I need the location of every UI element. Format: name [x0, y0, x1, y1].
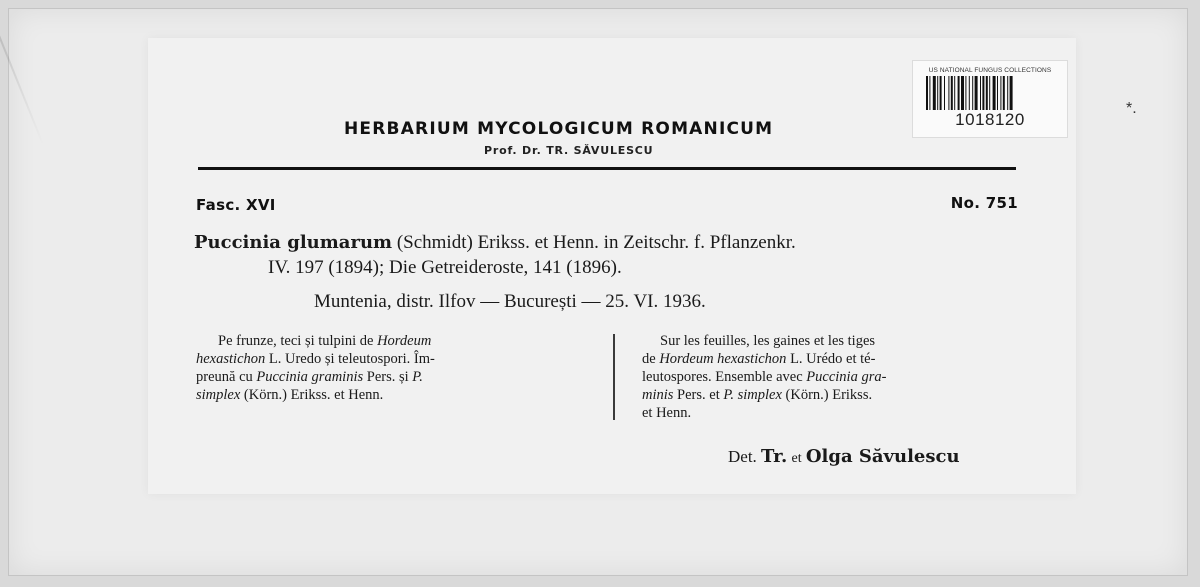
fr-text: (Körn.) Erikss.: [781, 387, 873, 403]
species-citation: [194, 230, 1024, 280]
ro-text: preună cu: [196, 369, 257, 385]
species-reference: IV. 197 (1894); Die Getreideroste, 141 (1896).: [268, 257, 622, 278]
barcode-collection-title: US NATIONAL FUNGUS COLLECTIONS: [928, 67, 1052, 74]
ro-text: (Körn.) Erikss. et Henn.: [240, 387, 384, 403]
fr-text: leutospores. Ensemble avec: [642, 369, 807, 385]
fr-italic: Hordeum hexastichon: [659, 351, 787, 367]
herbarium-subtitle: Prof. Dr. TR. SĂVULESCU: [484, 144, 654, 157]
herbarium-title: HERBARIUM MYCOLOGICUM ROMANICUM: [344, 119, 774, 139]
fr-text: Sur les feuilles, les gaines et les tiges: [660, 333, 876, 349]
fascicle-number: Fasc. XVI: [196, 196, 276, 214]
fr-italic: Puccinia gra-: [806, 369, 887, 385]
stray-mark: *.: [1126, 100, 1137, 117]
ro-italic: simplex: [196, 387, 241, 403]
barcode-number: 1018120: [955, 110, 1025, 129]
determiner-first: Tr.: [761, 446, 788, 467]
determiner-prefix: Det.: [728, 447, 757, 466]
fr-text: et Henn.: [642, 405, 692, 421]
ro-text: L. Uredo și teleutospori. Îm-: [265, 351, 435, 367]
fr-text: Pers. et: [673, 387, 724, 403]
barcode-graphic: [924, 76, 1056, 110]
barcode-sticker: [912, 60, 1068, 138]
fr-italic: minis: [642, 387, 674, 403]
collection-locality: Muntenia, distr. Ilfov — București — 25. VI. 1936.: [314, 291, 706, 312]
ro-italic: Puccinia graminis: [256, 369, 364, 385]
romanian-description: [196, 332, 592, 404]
determiner-line: [728, 446, 960, 467]
ro-italic: hexastichon: [196, 351, 266, 367]
fr-text: de: [642, 351, 660, 367]
determiner-conjunction: et: [791, 451, 802, 466]
specimen-number: No. 751: [950, 194, 1018, 212]
ro-italic: P.: [412, 369, 423, 385]
ro-text: Pe frunze, teci și tulpini de: [218, 333, 378, 349]
ro-text: Pers. și: [363, 369, 413, 385]
fr-italic: P. simplex: [723, 387, 782, 403]
column-divider: [613, 334, 615, 420]
fr-text: L. Urédo et té-: [786, 351, 876, 367]
species-authority: (Schmidt) Erikss. et Henn. in Zeitschr. f. Pflanzenkr.: [396, 232, 796, 253]
determiner-name: Olga Săvulescu: [805, 446, 960, 467]
species-name: Puccinia glumarum: [194, 232, 393, 253]
header-rule: [198, 167, 1016, 170]
french-description: [642, 332, 1028, 422]
ro-italic: Hordeum: [377, 333, 432, 349]
